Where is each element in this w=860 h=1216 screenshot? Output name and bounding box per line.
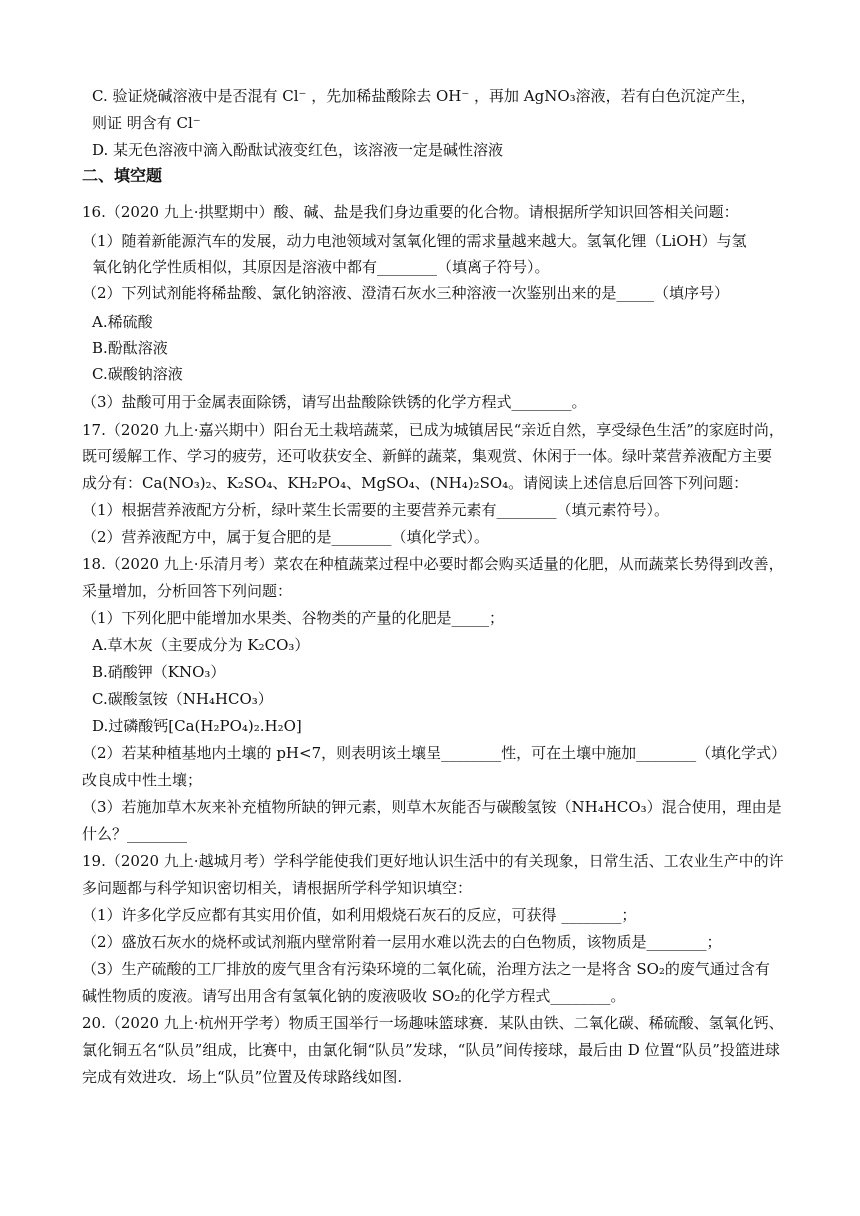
q17-stem-line3: 成分有：Ca(NO₃)₂、K₂SO₄、KH₂PO₄、MgSO₄、(NH₄)₂SO₄。请阅读上述信息后回答下列问题： bbox=[82, 474, 749, 492]
q18-option-b: B.硝酸钾（KNO₃） bbox=[92, 663, 226, 681]
q19-stem-line1: 19.（2020 九上·越城月考）学科学能使我们更好地认识生活中的有关现象，日常生活、工农业生产中的许 bbox=[82, 852, 784, 870]
q18-stem-line1: 18.（2020 九上·乐清月考）菜农在种植蔬菜过程中必要时都会购买适量的化肥，从而蔬菜长势得到改善， bbox=[82, 555, 784, 573]
q19-part3-line1: （3）生产硫酸的工厂排放的废气里含有污染环境的二氧化硫，治理方法之一是将含 SO₂的废气通过含有 bbox=[82, 960, 770, 978]
option-d-line: D. 某无色溶液中滴入酚酞试液变红色，该溶液一定是碱性溶液 bbox=[92, 141, 504, 159]
option-c-line-1: C. 验证烧碱溶液中是否混有 Cl⁻ ，先加稀盐酸除去 OH⁻ ，再加 AgNO₃溶液，若有白色沉淀产生， bbox=[92, 87, 756, 105]
q17-stem-line1: 17.（2020 九上·嘉兴期中）阳台无土栽培蔬菜，已成为城镇居民“亲近自然，享受绿色生活”的家庭时尚， bbox=[82, 421, 784, 439]
q18-option-a: A.草木灰（主要成分为 K₂CO₃） bbox=[92, 636, 310, 654]
q18-part1: （1）下列化肥中能增加水果类、谷物类的产量的化肥是_____； bbox=[82, 609, 505, 627]
q20-stem-line1: 20.（2020 九上·杭州开学考）物质王国举行一场趣味篮球赛．某队由铁、二氧化碳、稀硫酸、氢氧化钙、 bbox=[82, 1014, 784, 1032]
q18-part2-line1: （2）若某种植基地内土壤的 pH<7，则表明该土壤呈________性，可在土壤中施加________（填化学式） bbox=[82, 744, 787, 762]
q19-part3-line2: 碱性物质的废液。请写出用含有氢氧化钠的废液吸收 SO₂的化学方程式________。 bbox=[82, 987, 626, 1005]
q16-part1-line1: （1）随着新能源汽车的发展，动力电池领域对氢氧化锂的需求量越来越大。氢氧化锂（LiOH）与氢 bbox=[82, 232, 747, 250]
q17-part2: （2）营养液配方中，属于复合肥的是________（填化学式）。 bbox=[82, 528, 490, 546]
q18-part3-line1: （3）若施加草木灰来补充植物所缺的钾元素，则草木灰能否与碳酸氢铵（NH₄HCO₃）混合使用，理由是 bbox=[82, 798, 782, 816]
q16-stem: 16.（2020 九上·拱墅期中）酸、碱、盐是我们身边重要的化合物。请根据所学知识回答相关问题： bbox=[82, 203, 739, 221]
q16-part1-line2: 氧化钠化学性质相似，其原因是溶液中都有________（填离子符号）。 bbox=[92, 258, 550, 276]
q16-part3: （3）盐酸可用于金属表面除锈，请写出盐酸除铁锈的化学方程式________。 bbox=[82, 393, 587, 411]
q17-stem-line2: 既可缓解工作、学习的疲劳，还可收获安全、新鲜的蔬菜，集观赏、休闲于一体。绿叶菜营养液配方主要 bbox=[82, 447, 773, 465]
q20-stem-line2: 氯化铜五名“队员”组成，比赛中，由氯化铜“队员”发球，“队员”间传接球，最后由 D 位置“队员”投篮进球 bbox=[82, 1041, 780, 1059]
q17-part1: （1）根据营养液配方分析，绿叶菜生长需要的主要营养元素有________（填元素符号）。 bbox=[82, 501, 670, 519]
q18-part3-line2: 什么？________ bbox=[82, 825, 188, 843]
q16-option-b: B.酚酞溶液 bbox=[92, 339, 168, 357]
q18-option-c: C.碳酸氢铵（NH₄HCO₃） bbox=[92, 690, 273, 708]
q18-part2-line2: 改良成中性土壤； bbox=[82, 771, 203, 789]
q16-part2: （2）下列试剂能将稀盐酸、氯化钠溶液、澄清石灰水三种溶液一次鉴别出来的是_____（填序号） bbox=[82, 284, 730, 302]
q19-stem-line2: 多问题都与科学知识密切相关，请根据所学科学知识填空： bbox=[82, 879, 473, 897]
q16-option-a: A.稀硫酸 bbox=[92, 313, 153, 331]
q19-part1: （1）许多化学反应都有其实用价值，如利用煅烧石灰石的反应，可获得 ________； bbox=[82, 906, 637, 924]
q19-part2: （2）盛放石灰水的烧杯或试剂瓶内壁常附着一层用水难以洗去的白色物质，该物质是________； bbox=[82, 933, 722, 951]
q18-stem-line2: 采量增加，分析回答下列问题： bbox=[82, 582, 293, 600]
section-heading-fill-in: 二、填空题 bbox=[82, 166, 163, 185]
q20-stem-line3: 完成有效进攻．场上“队员”位置及传球路线如图. bbox=[82, 1068, 403, 1086]
q16-option-c: C.碳酸钠溶液 bbox=[92, 365, 183, 383]
q18-option-d: D.过磷酸钙[Ca(H₂PO₄)₂.H₂O] bbox=[92, 717, 302, 735]
option-c-line-2: 则证 明含有 Cl⁻ bbox=[92, 114, 201, 132]
